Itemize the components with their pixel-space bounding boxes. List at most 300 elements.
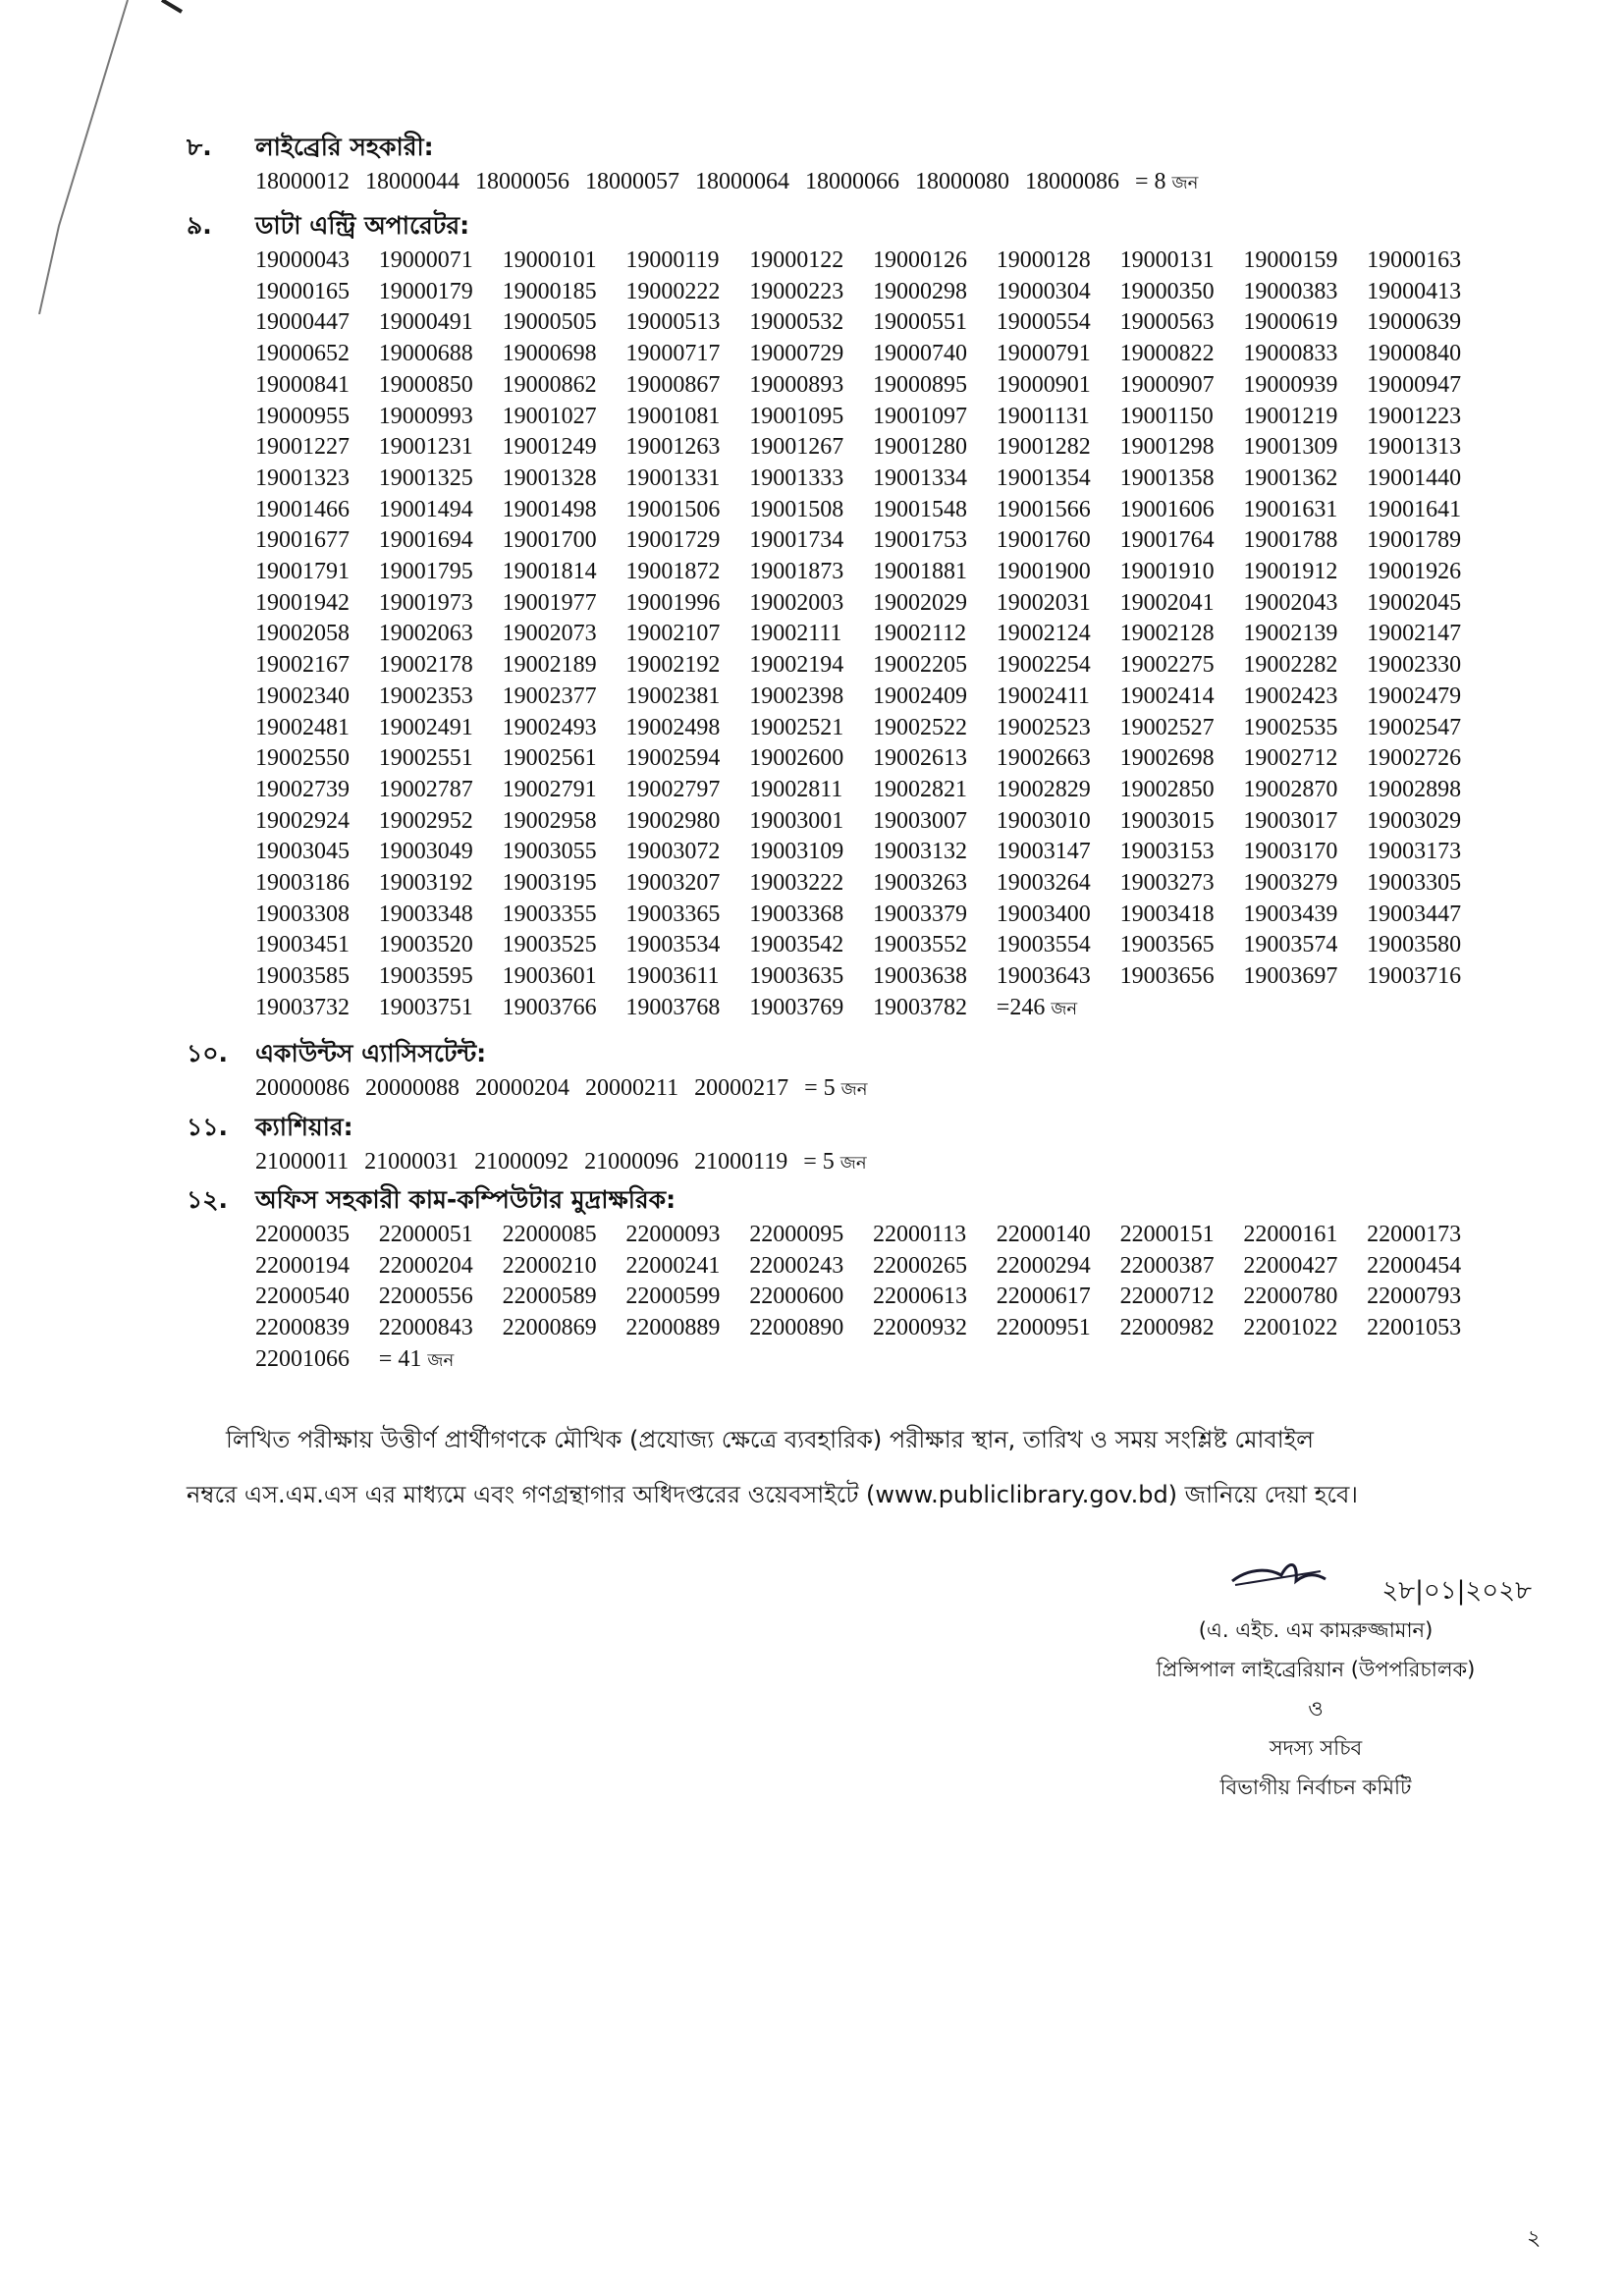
roll-number: 19000688: [378, 341, 473, 367]
roll-number: 20000217: [694, 1075, 789, 1101]
section-title: ক্যাশিয়ার:: [255, 1113, 353, 1141]
roll-number: 20000086: [255, 1075, 350, 1101]
roll-number: 19001325: [378, 465, 473, 491]
roll-number: 19001494: [378, 496, 473, 522]
roll-number: 19002275: [1119, 652, 1215, 679]
roll-number: 19000791: [996, 341, 1091, 367]
roll-number: 19003153: [1119, 839, 1215, 865]
roll-number: 19003010: [996, 807, 1091, 834]
roll-number: 18000012: [255, 169, 350, 194]
roll-number: 19001331: [625, 465, 721, 491]
roll-number: 19000159: [1243, 247, 1338, 273]
roll-number: 19001498: [502, 496, 597, 522]
roll-number: 19000043: [255, 247, 350, 273]
roll-number: 19001466: [255, 496, 350, 522]
roll-number: 19003264: [996, 870, 1091, 897]
roll-number: 22001053: [1367, 1315, 1462, 1341]
roll-number: 19003525: [502, 932, 597, 958]
roll-number: 19003308: [255, 901, 350, 927]
roll-number: 22000151: [1119, 1222, 1215, 1247]
roll-number: 19000833: [1243, 341, 1338, 367]
roll-number: 19002527: [1119, 714, 1215, 740]
roll-number: 19003611: [625, 963, 720, 990]
roll-number: 19000850: [378, 371, 473, 398]
roll-number: 18000086: [1025, 169, 1119, 194]
roll-number: 19000841: [255, 371, 350, 398]
roll-number: 19001910: [1119, 559, 1215, 585]
roll-number: 19001506: [625, 496, 721, 522]
roll-number: 19001814: [502, 559, 597, 585]
roll-number: 19002481: [255, 714, 350, 740]
roll-number: 19000717: [625, 341, 721, 367]
roll-number: 19001097: [872, 403, 967, 429]
roll-number: 21000092: [474, 1149, 569, 1175]
roll-number: 22000613: [872, 1284, 967, 1310]
roll-number: 19001328: [502, 465, 597, 491]
roll-number: 21000096: [584, 1149, 679, 1175]
roll-number: 22001066: [255, 1345, 350, 1372]
roll-number: 19001231: [378, 434, 473, 461]
roll-number: 19003732: [255, 994, 350, 1020]
roll-number: 19003015: [1119, 807, 1215, 834]
roll-number: 19000165: [255, 278, 350, 304]
roll-number: 19001788: [1243, 527, 1338, 554]
roll-number: 19000304: [996, 278, 1091, 304]
roll-number: 19003520: [378, 932, 473, 958]
roll-number: 19000740: [872, 341, 967, 367]
roll-number: 19003418: [1119, 901, 1215, 927]
roll-number: 19003049: [378, 839, 473, 865]
roll-number: 22000265: [872, 1252, 967, 1279]
roll-number: 19001977: [502, 589, 597, 616]
roll-number: 18000057: [585, 169, 679, 194]
section-total: = 5 জন: [803, 1149, 867, 1175]
roll-number: 19002029: [872, 589, 967, 616]
roll-number: 19002330: [1367, 652, 1462, 679]
roll-number: 19003368: [749, 901, 844, 927]
roll-number: 19003585: [255, 963, 350, 990]
roll-number-line: [255, 1073, 1522, 1106]
roll-number: 19001900: [996, 559, 1091, 585]
roll-number: 19003001: [749, 807, 844, 834]
section-number: ১১.: [187, 1113, 228, 1141]
signature-date: ২৮|০১|২০২৮: [1381, 1576, 1532, 1606]
roll-number: 19001508: [749, 496, 844, 522]
roll-number: 19002479: [1367, 683, 1462, 709]
roll-number: 22000617: [996, 1284, 1091, 1310]
roll-number: 19002282: [1243, 652, 1338, 679]
roll-number: 22001022: [1243, 1315, 1338, 1341]
roll-number: 19003273: [1119, 870, 1215, 897]
roll-number: 19001912: [1243, 559, 1338, 585]
roll-number: 19002698: [1119, 745, 1215, 772]
roll-number-line: [255, 1147, 1522, 1179]
roll-number: 18000064: [695, 169, 789, 194]
roll-number: 19003595: [378, 963, 473, 990]
roll-number: 19002980: [625, 807, 721, 834]
roll-number: 19000185: [502, 278, 597, 304]
roll-number: 22000387: [1119, 1252, 1215, 1279]
roll-number: 19002493: [502, 714, 597, 740]
roll-number: 19002613: [872, 745, 967, 772]
roll-number: 19000222: [625, 278, 721, 304]
roll-number: 19001298: [1119, 434, 1215, 461]
roll-number: 19003716: [1367, 963, 1462, 990]
roll-number: 19003601: [502, 963, 597, 990]
roll-number: 19003769: [749, 994, 844, 1020]
roll-number: 19001358: [1119, 465, 1215, 491]
roll-number: 22000035: [255, 1222, 350, 1247]
roll-number: 22000599: [625, 1284, 721, 1310]
roll-number: 19000532: [749, 309, 844, 336]
section-number: ১২.: [187, 1185, 228, 1214]
roll-number: 19001334: [872, 465, 967, 491]
roll-number: 19003565: [1119, 932, 1215, 958]
roll-number: 19001548: [872, 496, 967, 522]
signatory-name: (এ. এইচ. এম কামরুজ্জামান): [1198, 1618, 1434, 1642]
section-total: =246 জন: [996, 994, 1078, 1020]
roll-number: 19000901: [996, 371, 1091, 398]
roll-number: 22000589: [502, 1284, 597, 1310]
roll-number: 19001309: [1243, 434, 1338, 461]
roll-number: 19003635: [749, 963, 844, 990]
roll-number: 19001677: [255, 527, 350, 554]
roll-number: 19001223: [1367, 403, 1462, 429]
roll-number: 19001996: [625, 589, 721, 616]
roll-number: 18000044: [365, 169, 460, 194]
roll-number: 19002551: [378, 745, 473, 772]
roll-number: 19001760: [996, 527, 1091, 554]
roll-number: 19001280: [872, 434, 967, 461]
roll-number: 19002958: [502, 807, 597, 834]
roll-number: 22000294: [996, 1252, 1091, 1279]
roll-number: 19000350: [1119, 278, 1215, 304]
roll-number: 19003207: [625, 870, 721, 897]
roll-number: 22000140: [996, 1222, 1091, 1247]
roll-number: 19003017: [1243, 807, 1338, 834]
roll-number: 20000211: [585, 1075, 679, 1101]
section-office-assistant: [187, 1180, 1522, 1377]
roll-number: 22000161: [1243, 1222, 1338, 1247]
section-number: ৯.: [187, 211, 212, 240]
roll-number: 19001263: [625, 434, 721, 461]
roll-number: 22000540: [255, 1284, 350, 1310]
roll-number: 19001440: [1367, 465, 1462, 491]
roll-number: 19002409: [872, 683, 967, 709]
roll-number: 19000652: [255, 341, 350, 367]
roll-number: 19001150: [1119, 403, 1214, 429]
roll-number: 19002205: [872, 652, 967, 679]
roll-number: 19003222: [749, 870, 844, 897]
roll-number: 19003348: [378, 901, 473, 927]
roll-number: 19003580: [1367, 932, 1462, 958]
roll-number: 19002521: [749, 714, 844, 740]
roll-number: 19000862: [502, 371, 597, 398]
roll-number: 19003305: [1367, 870, 1462, 897]
roll-number: 19001973: [378, 589, 473, 616]
roll-number: 19003574: [1243, 932, 1338, 958]
roll-number: 19003192: [378, 870, 473, 897]
roll-number: 19003439: [1243, 901, 1338, 927]
roll-number: 19001227: [255, 434, 350, 461]
section-accounts-assistant: [187, 1034, 1522, 1106]
roll-number: 21000031: [364, 1149, 460, 1175]
roll-number: 19000131: [1119, 247, 1215, 273]
roll-number: 19002535: [1243, 714, 1338, 740]
roll-number: 19000939: [1243, 371, 1338, 398]
roll-number: 19002791: [502, 776, 597, 802]
roll-number: 19001027: [502, 403, 597, 429]
roll-number: 19000955: [255, 403, 350, 429]
roll-number: 19001942: [255, 589, 350, 616]
roll-number: 22000095: [749, 1222, 844, 1247]
roll-number: 19003355: [502, 901, 597, 927]
section-title: ডাটা এন্ট্রি অপারেটর:: [255, 211, 470, 240]
roll-number: 19003055: [502, 839, 597, 865]
roll-number: 22000600: [749, 1284, 844, 1310]
roll-number: 19002139: [1243, 621, 1338, 647]
roll-number: 19002491: [378, 714, 473, 740]
roll-number: 19002063: [378, 621, 473, 647]
roll-number: 19002178: [378, 652, 473, 679]
roll-number: 19002189: [502, 652, 597, 679]
roll-number: 19000505: [502, 309, 597, 336]
roll-number: 19001694: [378, 527, 473, 554]
signatory-committee: বিভাগীয় নির্বাচন কমিটি: [1219, 1776, 1412, 1799]
roll-number: 19000619: [1243, 309, 1338, 336]
roll-number: 22000793: [1367, 1284, 1462, 1310]
roll-number: 19003147: [996, 839, 1091, 865]
roll-number: 19000071: [378, 247, 473, 273]
roll-number: 19001313: [1367, 434, 1462, 461]
roll-number: 19000119: [625, 247, 720, 273]
roll-number: 19001791: [255, 559, 350, 585]
roll-number: 19002043: [1243, 589, 1338, 616]
roll-number: 19000551: [872, 309, 967, 336]
roll-number: 22000243: [749, 1252, 844, 1279]
roll-number: 19002550: [255, 745, 350, 772]
roll-number: 19000447: [255, 309, 350, 336]
roll-number: 19000163: [1367, 247, 1462, 273]
signature-block: [1100, 1571, 1532, 1807]
roll-number: 18000056: [475, 169, 569, 194]
section-number: ১০.: [187, 1039, 228, 1067]
roll-number: 19003379: [872, 901, 967, 927]
roll-number: 19000907: [1119, 371, 1215, 398]
roll-number: 19002712: [1243, 745, 1338, 772]
roll-number: 19000639: [1367, 309, 1462, 336]
roll-number: 19000729: [749, 341, 844, 367]
roll-number: 19003451: [255, 932, 350, 958]
roll-number: 22000839: [255, 1315, 350, 1341]
roll-number: 19002726: [1367, 745, 1462, 772]
roll-number: 20000204: [475, 1075, 569, 1101]
roll-number: 22000982: [1119, 1315, 1215, 1341]
roll-number: 19002045: [1367, 589, 1462, 616]
signatory-designation: প্রিন্সিপাল লাইব্রেরিয়ান (উপপরিচালক): [1156, 1658, 1476, 1681]
roll-number: 19003643: [996, 963, 1091, 990]
notice-paragraph: [187, 1412, 1542, 1522]
roll-number: 19000491: [378, 309, 473, 336]
roll-number: 19002073: [502, 621, 597, 647]
roll-number: 19002112: [872, 621, 967, 647]
roll-number: 19001282: [996, 434, 1091, 461]
roll-number: 19002663: [996, 745, 1091, 772]
roll-number: 19003109: [749, 839, 844, 865]
roll-number: 19002411: [996, 683, 1090, 709]
roll-number: 22000889: [625, 1315, 721, 1341]
roll-number: 19001729: [625, 527, 721, 554]
roll-number: 19001354: [996, 465, 1091, 491]
roll-number: 19002124: [996, 621, 1091, 647]
roll-number: 19001333: [749, 465, 844, 491]
roll-number: 19000947: [1367, 371, 1462, 398]
roll-number: 22000869: [502, 1315, 597, 1341]
roll-number: 19002398: [749, 683, 844, 709]
roll-number: 19002128: [1119, 621, 1215, 647]
roll-number: 19002111: [749, 621, 842, 647]
roll-number: 22000890: [749, 1315, 844, 1341]
roll-number: 19002522: [872, 714, 967, 740]
roll-number: 19003072: [625, 839, 721, 865]
roll-number: 19001872: [625, 559, 721, 585]
roll-number: 19002811: [749, 776, 843, 802]
roll-number: 19002787: [378, 776, 473, 802]
roll-number: 19003263: [872, 870, 967, 897]
roll-number: 19003365: [625, 901, 721, 927]
section-title: লাইব্রেরি সহকারী:: [255, 133, 434, 161]
roll-number: 19002353: [378, 683, 473, 709]
page-number: ২: [1527, 2226, 1542, 2251]
section-total: = 5 জন: [804, 1075, 868, 1101]
roll-number: 19002924: [255, 807, 350, 834]
roll-number: 19003195: [502, 870, 597, 897]
roll-number: 19003447: [1367, 901, 1462, 927]
roll-number: 19001219: [1243, 403, 1338, 429]
roll-number: 22000173: [1367, 1222, 1462, 1247]
roll-number: 19003279: [1243, 870, 1338, 897]
roll-number: 19001926: [1367, 559, 1462, 585]
roll-number: 19001753: [872, 527, 967, 554]
roll-number: 19003782: [872, 994, 967, 1020]
roll-number: 19003170: [1243, 839, 1338, 865]
roll-number: 19001795: [378, 559, 473, 585]
roll-number: 19002739: [255, 776, 350, 802]
roll-number: 19000895: [872, 371, 967, 398]
roll-number: 21000011: [255, 1149, 350, 1175]
roll-number: 19002414: [1119, 683, 1215, 709]
roll-number: 19001764: [1119, 527, 1215, 554]
roll-number: 19002952: [378, 807, 473, 834]
roll-number: 19003132: [872, 839, 967, 865]
roll-number: 19002600: [749, 745, 844, 772]
roll-number: 22000556: [378, 1284, 473, 1310]
roll-number: 22000241: [625, 1252, 721, 1279]
roll-number: 19003554: [996, 932, 1091, 958]
roll-number: 19002821: [872, 776, 967, 802]
roll-number: 19002031: [996, 589, 1091, 616]
roll-number: 19003173: [1367, 839, 1462, 865]
roll-number: 19000126: [872, 247, 967, 273]
roll-number: 22000712: [1119, 1284, 1215, 1310]
roll-number: 22000427: [1243, 1252, 1338, 1279]
roll-number: 19002561: [502, 745, 597, 772]
roll-number: 19002381: [625, 683, 721, 709]
roll-number: 19002547: [1367, 714, 1462, 740]
roll-number: 19001566: [996, 496, 1091, 522]
signatory-role: সদস্য সচিব: [1269, 1736, 1363, 1760]
roll-number: 19003186: [255, 870, 350, 897]
roll-number: 19000298: [872, 278, 967, 304]
roll-number: 19002498: [625, 714, 721, 740]
roll-number: 22000210: [502, 1252, 597, 1279]
roll-number: 19000867: [625, 371, 721, 398]
roll-number: 19000413: [1367, 278, 1462, 304]
roll-number: 19002423: [1243, 683, 1338, 709]
roll-number: 22000085: [502, 1222, 597, 1247]
roll-number: 19000698: [502, 341, 597, 367]
roll-number-line: [255, 167, 1522, 199]
roll-number: 19000563: [1119, 309, 1215, 336]
roll-number: 22000113: [872, 1222, 967, 1247]
roll-number: 19001789: [1367, 527, 1462, 554]
section-number: ৮.: [187, 133, 212, 161]
roll-number: 19001131: [996, 403, 1090, 429]
section-total: = 41 জন: [378, 1345, 455, 1372]
roll-number: 19001881: [872, 559, 967, 585]
section-cashier: [187, 1108, 1522, 1179]
roll-number: 22000051: [378, 1222, 473, 1247]
roll-number: 19000893: [749, 371, 844, 398]
roll-number: 19003751: [378, 994, 473, 1020]
roll-number: 19001267: [749, 434, 844, 461]
roll-number: 19001641: [1367, 496, 1462, 522]
roll-number: 19002594: [625, 745, 721, 772]
roll-number: 19003400: [996, 901, 1091, 927]
signatory-conjunction: ও: [1308, 1697, 1324, 1721]
roll-number: 19000383: [1243, 278, 1338, 304]
roll-number: 19000179: [378, 278, 473, 304]
roll-number: 19003656: [1119, 963, 1215, 990]
roll-number: 19003768: [625, 994, 721, 1020]
roll-number: 19002147: [1367, 621, 1462, 647]
roll-number: 19002167: [255, 652, 350, 679]
roll-number: 19002003: [749, 589, 844, 616]
notice-line: লিখিত পরীক্ষায় উত্তীর্ণ প্রার্থীগণকে মৌখিক (প্রযোজ্য ক্ষেত্রে ব্যবহারিক) পরীক্ষার স্থান, তারিখ ও সময় সংশ্লিষ্ট মোবাইল: [226, 1426, 1315, 1453]
roll-number-grid: [255, 246, 1522, 1025]
roll-number: 19001249: [502, 434, 597, 461]
roll-number: 19002898: [1367, 776, 1462, 802]
roll-number: 19001606: [1119, 496, 1215, 522]
roll-number: 19002870: [1243, 776, 1338, 802]
roll-number: 19002041: [1119, 589, 1215, 616]
roll-number: 19003697: [1243, 963, 1338, 990]
roll-number: 22000843: [378, 1315, 473, 1341]
roll-number: 19002107: [625, 621, 721, 647]
roll-number: 19000554: [996, 309, 1091, 336]
roll-number: 19002377: [502, 683, 597, 709]
roll-number: 19000223: [749, 278, 844, 304]
roll-number: 22000951: [996, 1315, 1091, 1341]
roll-number: 19000513: [625, 309, 721, 336]
roll-number: 19003766: [502, 994, 597, 1020]
roll-number: 22000454: [1367, 1252, 1462, 1279]
roll-number: 19000993: [378, 403, 473, 429]
roll-number: 19002192: [625, 652, 721, 679]
roll-number: 19000128: [996, 247, 1091, 273]
roll-number: 22000093: [625, 1222, 721, 1247]
roll-number: 19001362: [1243, 465, 1338, 491]
